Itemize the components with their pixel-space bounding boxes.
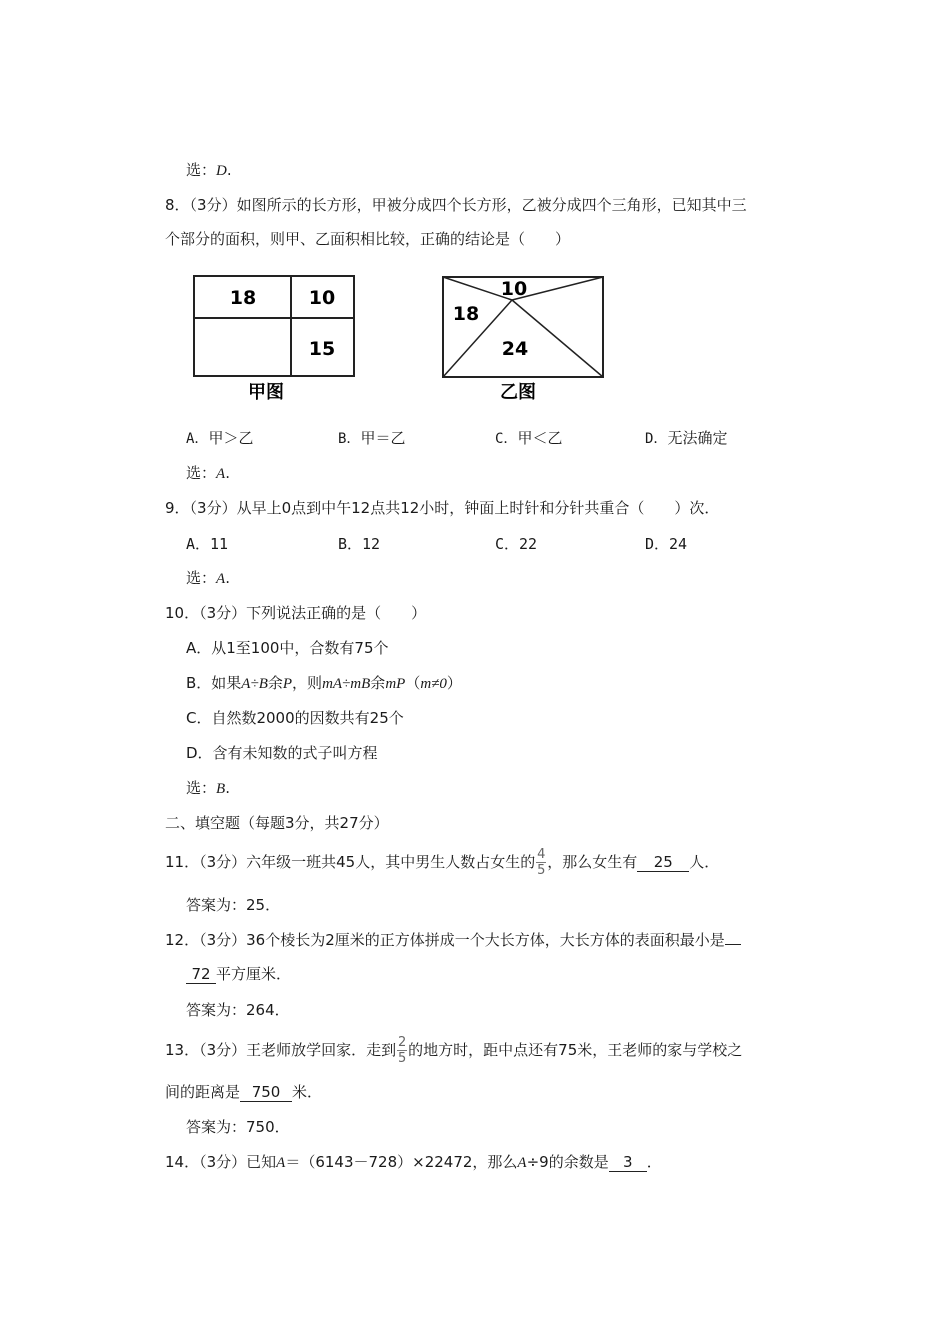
q13-question-line1: 13．（3分）王老师放学回家．走到 $\frac{2}{5}$ 的地方时，距中点还有75米，王老师的家与学校之	[165, 1035, 743, 1066]
q7-answer: 选：D.	[186, 161, 232, 179]
q13-blank: 750	[240, 1084, 292, 1102]
q13-fraction: $\frac{2}{5}$	[398, 1035, 407, 1066]
figure-yi	[438, 272, 610, 408]
q11-fraction: $\frac{4}{5}$	[537, 847, 546, 878]
q9-question: 9．（3分）从早上0点到中午12点共12小时，钟面上时针和分针共重合（ ）次．	[165, 499, 720, 517]
q11-answer: 答案为：25．	[186, 896, 281, 914]
q10-answer: 选：B.	[186, 779, 230, 797]
q12-blank: 72	[186, 966, 216, 984]
yi-area-top: 10	[500, 278, 528, 300]
q10-option-d: D．含有未知数的式子叫方程	[186, 744, 378, 762]
yi-area-left: 18	[452, 303, 480, 325]
q9-option-b: B．12	[338, 535, 381, 553]
q14-question: 14．（3分）已知A＝（6143－728）×22472，那么A÷9的余数是 3 ．	[165, 1153, 662, 1171]
q14-blank: 3	[609, 1154, 647, 1172]
section-2-title: 二、填空题（每题3分，共27分）	[165, 814, 389, 832]
yi-area-bottom: 24	[501, 338, 529, 360]
jia-area-bottom-right: 15	[308, 338, 336, 360]
q12-question-line2: 72 平方厘米．	[186, 964, 291, 984]
q8-option-b: B．甲＝乙	[338, 429, 406, 447]
jia-area-top-right: 10	[308, 287, 336, 309]
jia-area-top-left: 18	[229, 287, 257, 309]
q9-option-c: C．22	[495, 535, 538, 553]
q13-answer: 答案为：750．	[186, 1118, 290, 1136]
q10-option-c: C．自然数2000的因数共有25个	[186, 709, 404, 727]
q8-option-c: C．甲＜乙	[495, 429, 563, 447]
q8-question-line1: 8．（3分）如图所示的长方形，甲被分成四个长方形，乙被分成四个三角形，已知其中三	[165, 196, 747, 214]
q8-question-line2: 个部分的面积，则甲、乙面积相比较，正确的结论是（ ）	[165, 230, 571, 248]
q11-question: 11．（3分）六年级一班共45人，其中男生人数占女生的 $\frac{4}{5}$ ，那么女生有 25 人．	[165, 847, 720, 878]
q9-answer: 选：A.	[186, 569, 230, 587]
q10-option-b: B．如果A÷B余P，则mA÷mB余mP（m≠0）	[186, 674, 462, 692]
q8-option-a: A．甲＞乙	[186, 429, 254, 447]
q12-question-line1: 12．（3分）36个棱长为2厘米的正方体拼成一个大长方体，大长方体的表面积最小是	[165, 930, 741, 950]
q12-blank-start	[725, 944, 741, 945]
q9-option-a: A．11	[186, 535, 229, 553]
q9-option-d: D．24	[645, 535, 688, 553]
q10-question: 10．（3分）下列说法正确的是（ ）	[165, 604, 427, 622]
figure-jia	[190, 272, 360, 408]
jia-caption: 甲图	[248, 382, 284, 403]
q10-option-a: A．从1至100中，合数有75个	[186, 639, 389, 657]
q8-option-d: D．无法确定	[645, 429, 728, 447]
q12-answer: 答案为：264．	[186, 1001, 290, 1019]
yi-caption: 乙图	[500, 382, 536, 403]
q13-question-line2: 间的距离是 750 米．	[165, 1083, 323, 1101]
q8-answer: 选：A.	[186, 464, 230, 482]
q11-blank: 25	[637, 854, 689, 872]
